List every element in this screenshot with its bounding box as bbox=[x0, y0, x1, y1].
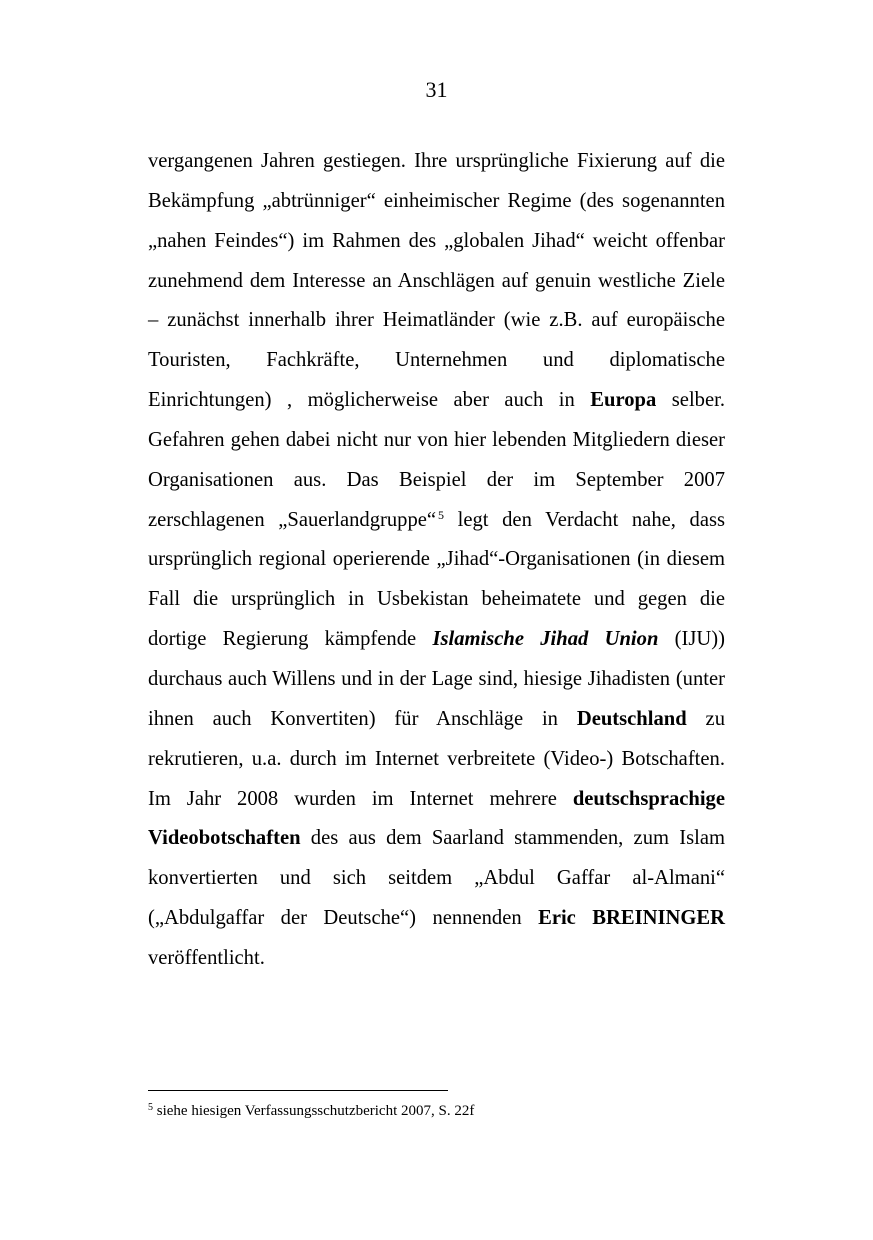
emphasis-europa: Europa bbox=[590, 389, 657, 412]
emphasis-person: Eric BREININGER bbox=[538, 907, 725, 930]
text-segment: vergangenen Jahren gestiegen. Ihre ursprüngliche Fixierung auf die Bekämpfung „abtrünniger“ einheimischer Regime (des sogenannten „nahen Feindes“) im Rahmen des „globalen Jihad“ weicht offenbar zunehmend dem Interesse an Anschlägen auf genuin westliche Ziele – zunächst innerhalb ihrer Heimatländer (wie z.B. auf europäische Touristen, Fachkräfte, Unternehmen und diplomatische Einrichtungen) , möglicherweise aber auch in bbox=[148, 150, 725, 412]
footnote bbox=[148, 1100, 725, 1122]
text-segment: (IJU)) durchaus auch Willens und in der Lage sind, hiesige Jihadisten (unter ihnen auch Konvertiten) für Anschläge in bbox=[148, 628, 726, 730]
emphasis-videos: deutschsprachige Videobotschaften bbox=[148, 787, 725, 850]
footnote-divider bbox=[148, 1090, 448, 1091]
emphasis-organization: Islamische Jihad Union bbox=[432, 628, 659, 651]
text-segment: des aus dem Saarland stammenden, zum Islam konvertierten und sich seitdem „Abdul Gaffar al-Almani“ („Abdulgaffar der Deutsche“) nennenden bbox=[148, 827, 725, 930]
page-number: 31 bbox=[425, 77, 448, 102]
footnote-reference[interactable]: 5 bbox=[438, 507, 445, 522]
text-segment: veröffentlicht. bbox=[148, 946, 265, 969]
body-paragraph bbox=[148, 142, 725, 979]
text-segment: zu rekrutieren, u.a. durch im Internet verbreitete (Video-) Botschaften. Im Jahr 2008 wurden im Internet mehrere bbox=[148, 707, 725, 810]
footnote-text: siehe hiesigen Verfassungsschutzbericht 2007, S. 22f bbox=[153, 1103, 475, 1119]
footnote-marker: 5 bbox=[148, 1102, 153, 1113]
text-segment: legt den Verdacht nahe, dass ursprünglich regional operierende „Jihad“-Organisationen (in diesem Fall die ursprünglich in Usbekistan beheimatete und gegen die dortige Regierung kämpfende bbox=[148, 508, 725, 651]
emphasis-deutschland: Deutschland bbox=[576, 707, 687, 730]
text-segment: selber. Gefahren gehen dabei nicht nur von hier lebenden Mitgliedern dieser Organisationen aus. Das Beispiel der im September 2007 zerschlagenen „Sauerlandgruppe“ bbox=[148, 389, 725, 531]
